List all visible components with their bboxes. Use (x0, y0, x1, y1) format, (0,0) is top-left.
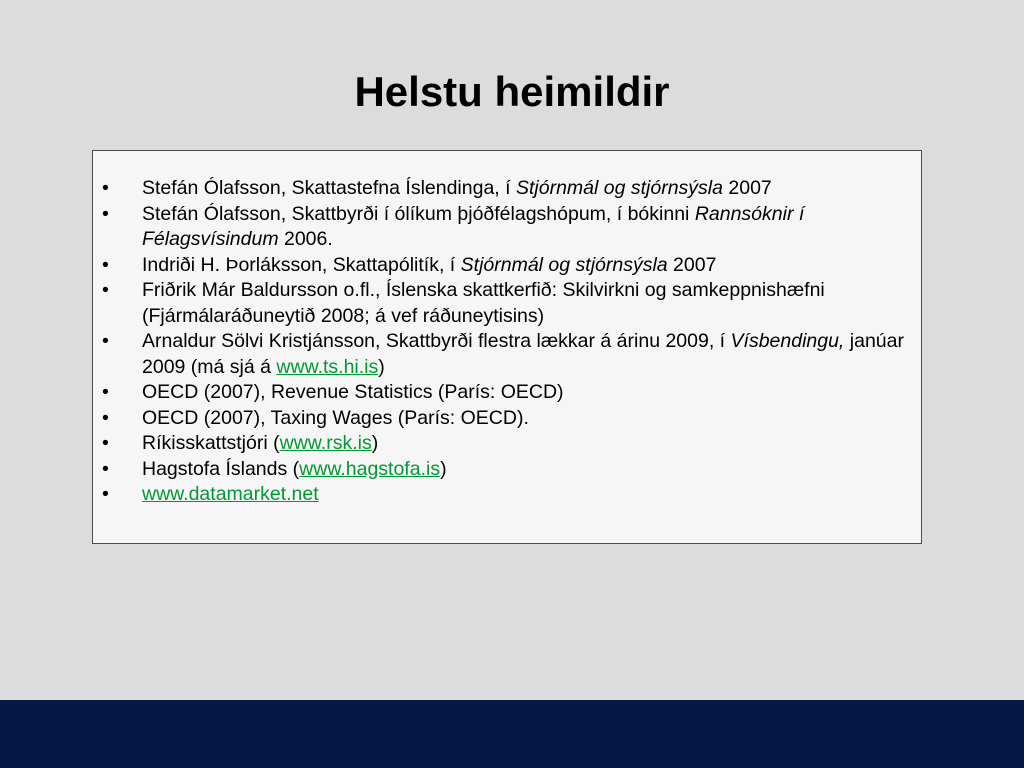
bullet-icon (102, 431, 109, 457)
reference-title: Stjórnmál og stjórnsýsla (460, 253, 668, 276)
reference-text: Indriði H. Þorláksson, Skattapólitík, í (142, 253, 461, 276)
references-list (93, 151, 921, 508)
bullet-icon (102, 329, 109, 355)
reference-item (93, 253, 921, 279)
reference-title: Stjórnmál og stjórnsýsla (515, 177, 723, 199)
reference-text: Stefán Ólafsson, Skattbyrði í ólíkum þjóðfélagshópum, í bókinni (142, 202, 695, 225)
reference-text: Ríkisskattstjóri ( (142, 432, 280, 454)
link-datamarket[interactable]: www.datamarket.net (142, 483, 319, 505)
bullet-icon (102, 482, 109, 508)
reference-text: Hagstofa Íslands ( (142, 457, 300, 480)
link-hagstofa[interactable]: www.hagstofa.is (299, 457, 441, 480)
reference-item (93, 278, 921, 329)
reference-text: ) (440, 457, 447, 480)
link-rsk[interactable]: www.rsk.is (279, 432, 372, 454)
reference-text: 2007 (667, 253, 717, 276)
bullet-icon (102, 176, 109, 202)
reference-title: Vísbendingu, (730, 330, 845, 352)
bullet-icon (102, 457, 109, 483)
reference-item (93, 482, 921, 508)
reference-item (93, 202, 921, 253)
reference-text: Friðrik Már Baldursson o.fl., Íslenska skattkerfið: Skilvirkni og samkeppnishæfni (Fjármálaráðuneytið 2008; á vef ráðuneytisins) (142, 279, 825, 327)
reference-text: Stefán Ólafsson, Skattastefna Íslendinga, í (142, 177, 516, 199)
reference-text: janúar 2009 (má sjá á (142, 330, 904, 378)
reference-text: ) (371, 432, 379, 454)
bullet-icon (102, 406, 109, 432)
reference-item (93, 457, 921, 483)
reference-text: OECD (2007), Taxing Wages (París: OECD). (142, 406, 529, 429)
reference-text: ) (378, 355, 385, 378)
reference-text: 2006. (278, 228, 333, 250)
reference-text: OECD (2007), Revenue Statistics (París: OECD) (142, 381, 564, 403)
references-box (92, 150, 922, 544)
reference-item (93, 431, 921, 457)
slide-title: Helstu heimildir (354, 68, 670, 115)
bullet-icon (102, 380, 109, 406)
reference-item (93, 329, 921, 380)
reference-item (93, 176, 921, 202)
bullet-icon (102, 278, 109, 304)
reference-item (93, 406, 921, 432)
link-ts-hi[interactable]: www.ts.hi.is (276, 355, 379, 378)
bullet-icon (102, 253, 109, 279)
reference-item (93, 380, 921, 406)
reference-text: Arnaldur Sölvi Kristjánsson, Skattbyrði flestra lækkar á árinu 2009, í (142, 330, 731, 352)
reference-text: 2007 (722, 177, 772, 199)
bullet-icon (102, 202, 109, 228)
footer-bar (0, 700, 1024, 768)
reference-title: Rannsóknir í Félagsvísindum (142, 202, 805, 250)
